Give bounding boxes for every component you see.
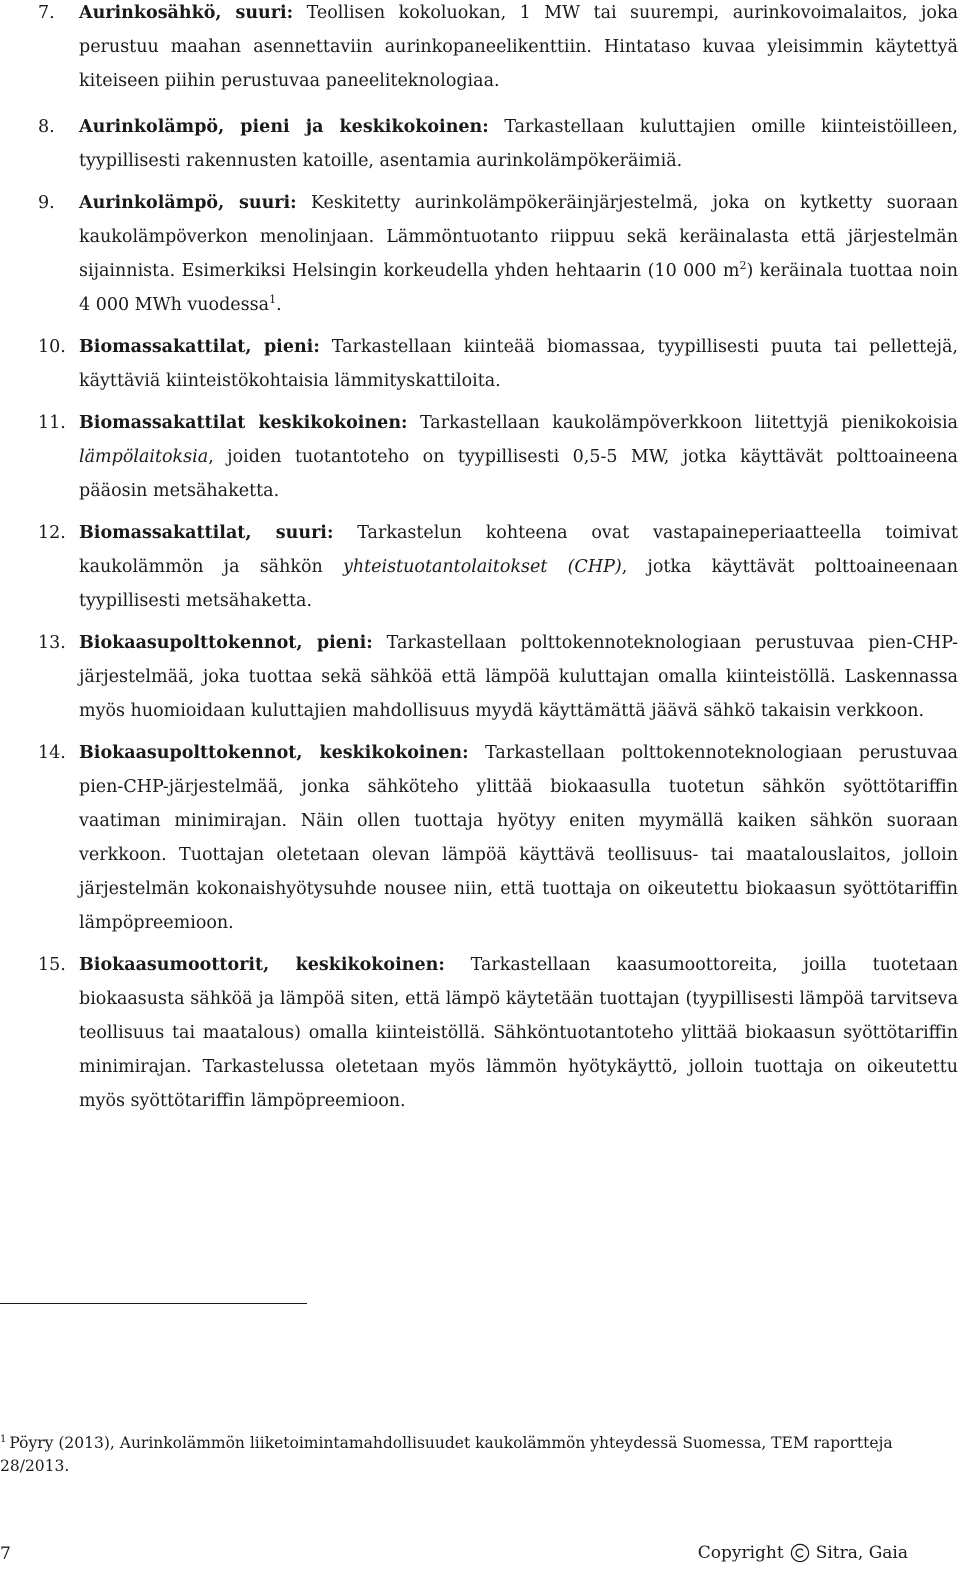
item-text: Tarkastellaan kaukolämpöverkkoon liitettyjä pienikokoisia xyxy=(419,413,958,433)
item-term: Biokaasumoottorit, keskikokoinen: xyxy=(79,955,445,975)
item-term: Biomassakattilat, suuri: xyxy=(79,523,334,543)
footnote-marker: 1 xyxy=(0,1433,7,1445)
item-text: Teollisen kokoluokan, 1 MW tai suurempi, aurinkovoimalaitos, joka perustuu maahan asennettaviin aurinkopaneelikenttiin. Hintataso kuvaa yleisimmin käytettyä kiteiseen piihin perustuvaa paneeliteknologiaa. xyxy=(79,3,959,91)
item-number: 7. xyxy=(38,3,55,23)
item-text: Tarkastelun kohteena ovat vastapaineperiaatteella toimivat kaukolämmön ja sähkön xyxy=(79,523,958,577)
item-term: Biomassakattilat keskikokoinen: xyxy=(79,413,408,433)
list-item xyxy=(38,330,958,398)
item-text: Keskitetty aurinkolämpökeräinjärjestelmä, joka on kytketty suoraan kaukolämpöverkon menolinjaan. Lämmöntuotanto riippuu sekä keräinalasta että järjestelmän sijainnista. Esimerkiksi Helsingin korkeudella yhden hehtaarin (10 000 m xyxy=(79,193,958,281)
list-item xyxy=(38,516,958,618)
item-number: 14. xyxy=(38,743,66,763)
copyright-notice xyxy=(698,1543,908,1563)
item-number: 12. xyxy=(38,523,66,543)
item-text: Tarkastellaan polttokennoteknologiaan perustuvaa pien-CHP-järjestelmää, jonka sähköteho ylittää biokaasulla tuotetun sähkön syöttötariffin vaatiman minimirajan. Näin ollen tuottaja hyötyy eniten myymällä kaiken sähkön suoraan verkkoon. Tuottajan oletetaan olevan lämpöä käyttävä teollisuus- tai maatalouslaitos, jolloin järjestelmän kokonaishyötysuhde nousee niin, että tuottaja on oikeutettu biokaasun syöttötariffin lämpöpreemioon. xyxy=(79,743,958,933)
item-number: 8. xyxy=(38,117,55,137)
page-number: 7 xyxy=(0,1544,11,1564)
item-text: Tarkastellaan polttokennoteknologiaan perustuvaa pien-CHP-järjestelmää, joka tuottaa sekä sähköä että lämpöä kuluttajan omalla kiinteistöllä. Laskennassa myös huomioidaan kuluttajien mahdollisuus myydä käyttämättä jäävä sähkö takaisin verkkoon. xyxy=(79,633,958,721)
footnote-text: Pöyry (2013), Aurinkolämmön liiketoimintamahdollisuudet kaukolämmön yhteydessä Suomessa, TEM raportteja 28/2013. xyxy=(0,1434,893,1475)
item-number: 13. xyxy=(38,633,66,653)
copyright-label: Copyright xyxy=(697,1543,784,1563)
technology-list xyxy=(38,0,958,1126)
list-item xyxy=(38,736,958,940)
list-item xyxy=(38,186,958,322)
list-item xyxy=(38,948,958,1118)
item-term: Biokaasupolttokennot, pieni: xyxy=(79,633,373,653)
item-number: 10. xyxy=(38,337,66,357)
footnote-reference[interactable]: 1 xyxy=(269,293,277,307)
list-item xyxy=(38,406,958,508)
item-number: 9. xyxy=(38,193,55,213)
item-text: Tarkastellaan kuluttajien omille kiinteistöilleen, tyypillisesti rakennusten katoille, asentamia aurinkolämpökeräimiä. xyxy=(79,117,958,171)
item-term: Aurinkosähkö, suuri: xyxy=(79,3,294,23)
item-text: Tarkastellaan kiinteää biomassaa, tyypillisesti puuta tai pellettejä, käyttäviä kiinteistökohtaisia lämmityskattiloita. xyxy=(79,337,958,391)
item-term: Biokaasupolttokennot, keskikokoinen: xyxy=(79,743,469,763)
unit-superscript: 2 xyxy=(739,259,747,273)
list-item xyxy=(38,626,958,728)
item-text: . xyxy=(276,295,282,315)
item-text: Tarkastellaan kaasumoottoreita, joilla tuotetaan biokaasusta sähköä ja lämpöä siten, että lämpö käytetään tuottajan (tyypillisesti lämpöä tarvitseva teollisuus tai maatalous) omalla kiinteistöllä. Sähköntuotantoteho ylittää biokaasun syöttötariffin minimirajan. Tarkastelussa oletetaan myös lämmön hyötykäyttö, jolloin tuottaja on oikeutettu myös syöttötariffin lämpöpreemioon. xyxy=(79,955,958,1111)
item-number: 11. xyxy=(38,413,66,433)
copyright-holder: Sitra, Gaia xyxy=(815,1543,908,1563)
list-item xyxy=(38,110,958,178)
item-emphasis: yhteistuotantolaitokset (CHP) xyxy=(342,557,622,577)
item-emphasis: lämpölaitoksia xyxy=(79,447,209,467)
copyright-icon xyxy=(790,1543,810,1563)
footnote-divider xyxy=(0,1303,307,1304)
list-item xyxy=(38,0,958,98)
item-text: , jotka käyttävät polttoaineenaan tyypillisesti metsähaketta. xyxy=(79,557,958,611)
item-text: , joiden tuotantoteho on tyypillisesti 0,5-5 MW, jotka käyttävät polttoaineena pääosin metsähaketta. xyxy=(79,447,958,501)
item-term: Aurinkolämpö, pieni ja keskikokoinen: xyxy=(79,117,489,137)
item-term: Aurinkolämpö, suuri: xyxy=(79,193,297,213)
item-number: 15. xyxy=(38,955,66,975)
footnote xyxy=(0,1432,950,1478)
item-text: ) keräinala tuottaa noin 4 000 MWh vuodessa xyxy=(79,261,958,315)
item-term: Biomassakattilat, pieni: xyxy=(79,337,320,357)
